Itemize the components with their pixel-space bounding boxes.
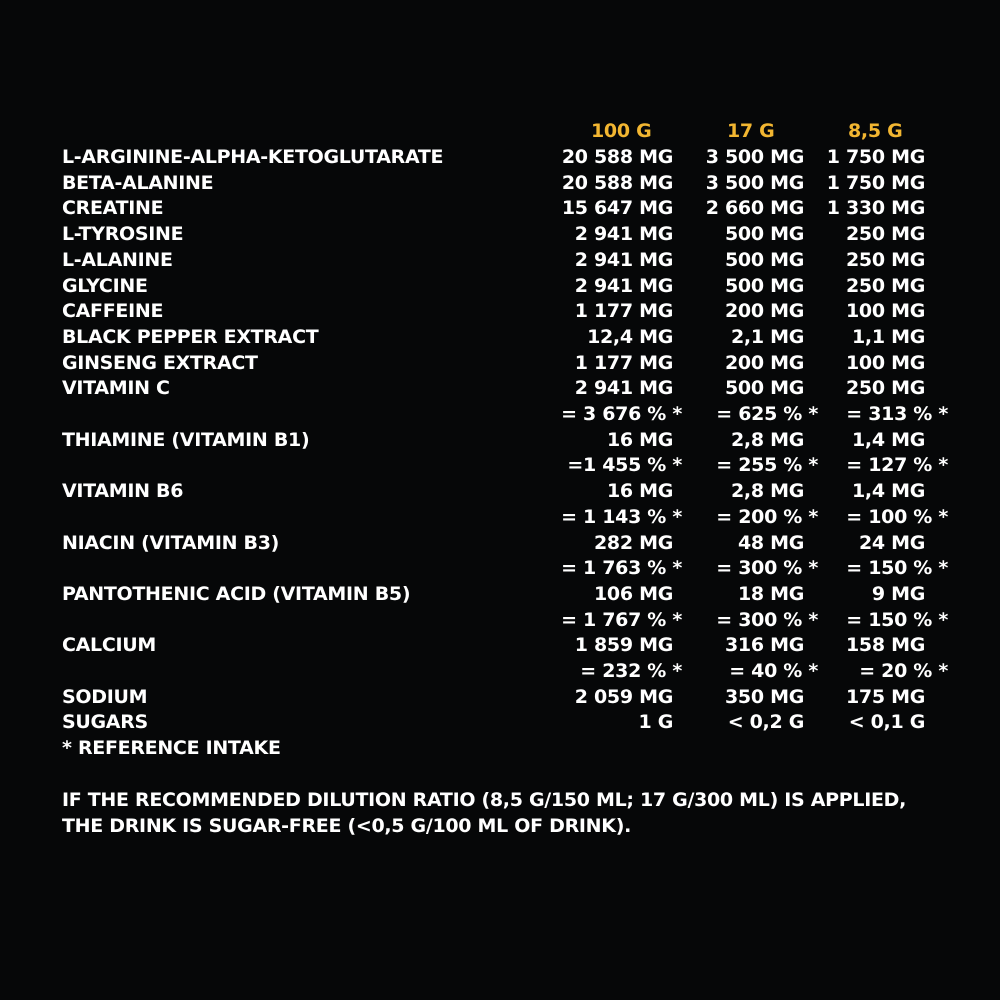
- value-per-8-5g: = 150 % *: [846, 608, 948, 631]
- value-per-100g: 2 941 MG: [574, 377, 673, 400]
- value-per-8-5g: 158 MG: [846, 634, 925, 657]
- value-per-8-5g: < 0,1 G: [848, 711, 925, 734]
- ingredient-row: [0, 170, 1000, 196]
- value-per-100g: = 232 % *: [580, 660, 682, 682]
- value-per-8-5g: = 150 % *: [846, 557, 948, 580]
- value-per-100g: 20 588 MG: [561, 146, 673, 168]
- ingredient-name: CREATINE: [62, 197, 164, 220]
- value-per-100g: 20 588 MG: [561, 171, 673, 194]
- ingredient-name: BETA-ALANINE: [62, 171, 214, 194]
- value-per-17g: 350 MG: [725, 685, 804, 708]
- ingredient-row: [0, 221, 1000, 247]
- value-per-8-5g: 9 MG: [871, 582, 925, 605]
- value-per-17g: 2,8 MG: [731, 480, 804, 503]
- value-per-17g: = 300 % *: [716, 608, 818, 631]
- reference-intake-row: [0, 401, 1000, 427]
- value-per-8-5g: 100 MG: [846, 300, 925, 323]
- ingredient-name: VITAMIN B6: [62, 480, 184, 503]
- value-per-100g: 1 177 MG: [574, 300, 673, 323]
- value-per-100g: 1 177 MG: [574, 351, 673, 374]
- column-header-row: [0, 118, 1000, 144]
- value-per-8-5g: 250 MG: [846, 274, 925, 297]
- ingredient-row: [0, 324, 1000, 350]
- reference-intake-row: [0, 504, 1000, 530]
- reference-intake-row: [0, 555, 1000, 581]
- value-per-17g: = 300 % *: [716, 557, 818, 580]
- value-per-17g: 316 MG: [725, 634, 804, 657]
- ingredient-name: L-ALANINE: [62, 248, 173, 271]
- value-per-8-5g: 250 MG: [846, 377, 925, 400]
- value-per-100g: 2 941 MG: [574, 223, 673, 246]
- value-per-17g: 48 MG: [737, 531, 804, 554]
- value-per-8-5g: 100 MG: [846, 351, 925, 374]
- value-per-8-5g: 1,1 MG: [852, 325, 925, 348]
- value-per-8-5g: 1,4 MG: [852, 480, 925, 503]
- value-per-100g: =1 455 % *: [567, 454, 682, 477]
- value-per-17g: = 255 % *: [716, 454, 818, 477]
- value-per-17g: 500 MG: [725, 377, 804, 400]
- value-per-8-5g: 24 MG: [858, 531, 925, 554]
- ingredient-name: CALCIUM: [62, 634, 157, 657]
- ingredient-row: [0, 709, 1000, 735]
- ingredient-name: THIAMINE (VITAMIN B1): [62, 428, 310, 451]
- value-per-8-5g: 1 330 MG: [826, 197, 925, 220]
- ingredient-name: L-TYROSINE: [62, 223, 184, 246]
- value-per-100g: = 1 763 % *: [561, 557, 682, 580]
- value-per-17g: 3 500 MG: [705, 146, 804, 168]
- value-per-100g: = 1 767 % *: [561, 608, 682, 631]
- ingredient-name: BLACK PEPPER EXTRACT: [62, 325, 319, 348]
- value-per-17g: 500 MG: [725, 248, 804, 271]
- value-per-17g: 200 MG: [725, 351, 804, 374]
- dilution-note-line-2: THE DRINK IS SUGAR-FREE (<0,5 G/100 ML OF DRINK).: [62, 815, 632, 837]
- dilution-note-line-1: IF THE RECOMMENDED DILUTION RATIO (8,5 G/150 ML; 17 G/300 ML) IS APPLIED,: [62, 789, 907, 811]
- ingredient-name: NIACIN (VITAMIN B3): [62, 531, 280, 554]
- value-per-8-5g: 175 MG: [846, 685, 925, 708]
- ingredient-name: SODIUM: [62, 685, 148, 708]
- ingredient-name: PANTOTHENIC ACID (VITAMIN B5): [62, 582, 411, 605]
- ingredient-row: [0, 684, 1000, 710]
- value-per-8-5g: 1,4 MG: [852, 428, 925, 451]
- value-per-17g: 2,8 MG: [731, 428, 804, 451]
- value-per-100g: 2 941 MG: [574, 248, 673, 271]
- reference-intake-footnote: * REFERENCE INTAKE: [62, 737, 281, 759]
- value-per-8-5g: 250 MG: [846, 248, 925, 271]
- value-per-17g: = 40 % *: [729, 660, 818, 682]
- ingredient-row: [0, 478, 1000, 504]
- value-per-8-5g: 1 750 MG: [826, 171, 925, 194]
- value-per-100g: 16 MG: [606, 428, 673, 451]
- value-per-8-5g: = 127 % *: [846, 454, 948, 477]
- value-per-100g: 282 MG: [594, 531, 673, 554]
- reference-intake-row: [0, 658, 1000, 684]
- value-per-100g: 106 MG: [594, 582, 673, 605]
- value-per-17g: 500 MG: [725, 274, 804, 297]
- value-per-17g: < 0,2 G: [727, 711, 804, 734]
- value-per-8-5g: = 313 % *: [846, 403, 948, 425]
- value-per-100g: 16 MG: [606, 480, 673, 503]
- value-per-8-5g: 250 MG: [846, 223, 925, 246]
- ingredient-row: [0, 298, 1000, 324]
- value-per-17g: 2 660 MG: [705, 197, 804, 220]
- value-per-17g: 500 MG: [725, 223, 804, 246]
- value-per-17g: 18 MG: [737, 582, 804, 605]
- value-per-100g: = 3 676 % *: [561, 403, 682, 425]
- value-per-100g: 2 941 MG: [574, 274, 673, 297]
- ingredient-row: [0, 350, 1000, 376]
- header-17g: 17 G: [727, 120, 775, 142]
- ingredient-row: [0, 427, 1000, 453]
- ingredient-row: [0, 144, 1000, 170]
- ingredient-name: GINSENG EXTRACT: [62, 351, 258, 374]
- value-per-100g: 12,4 MG: [587, 325, 673, 348]
- ingredient-row: [0, 530, 1000, 556]
- ingredient-name: CAFFEINE: [62, 300, 164, 323]
- value-per-100g: 1 G: [638, 711, 673, 734]
- ingredient-name: VITAMIN C: [62, 377, 170, 400]
- ingredient-name: L-ARGININE-ALPHA-KETOGLUTARATE: [62, 146, 444, 168]
- value-per-8-5g: = 20 % *: [859, 660, 948, 682]
- ingredient-name: SUGARS: [62, 711, 148, 734]
- value-per-100g: 1 859 MG: [574, 634, 673, 657]
- value-per-8-5g: = 100 % *: [846, 505, 948, 528]
- value-per-17g: 3 500 MG: [705, 171, 804, 194]
- value-per-17g: = 200 % *: [716, 505, 818, 528]
- ingredient-row: [0, 375, 1000, 401]
- header-8-5g: 8,5 G: [848, 120, 903, 142]
- ingredient-row: [0, 632, 1000, 658]
- ingredient-row: [0, 247, 1000, 273]
- reference-intake-row: [0, 607, 1000, 633]
- value-per-100g: 15 647 MG: [561, 197, 673, 220]
- value-per-100g: = 1 143 % *: [561, 505, 682, 528]
- value-per-17g: 2,1 MG: [731, 325, 804, 348]
- ingredient-row: [0, 581, 1000, 607]
- ingredient-name: GLYCINE: [62, 274, 148, 297]
- ingredient-row: [0, 195, 1000, 221]
- value-per-17g: 200 MG: [725, 300, 804, 323]
- value-per-17g: = 625 % *: [716, 403, 818, 425]
- header-100g: 100 G: [591, 120, 652, 142]
- value-per-100g: 2 059 MG: [574, 685, 673, 708]
- value-per-8-5g: 1 750 MG: [826, 146, 925, 168]
- ingredient-row: [0, 273, 1000, 299]
- reference-intake-row: [0, 452, 1000, 478]
